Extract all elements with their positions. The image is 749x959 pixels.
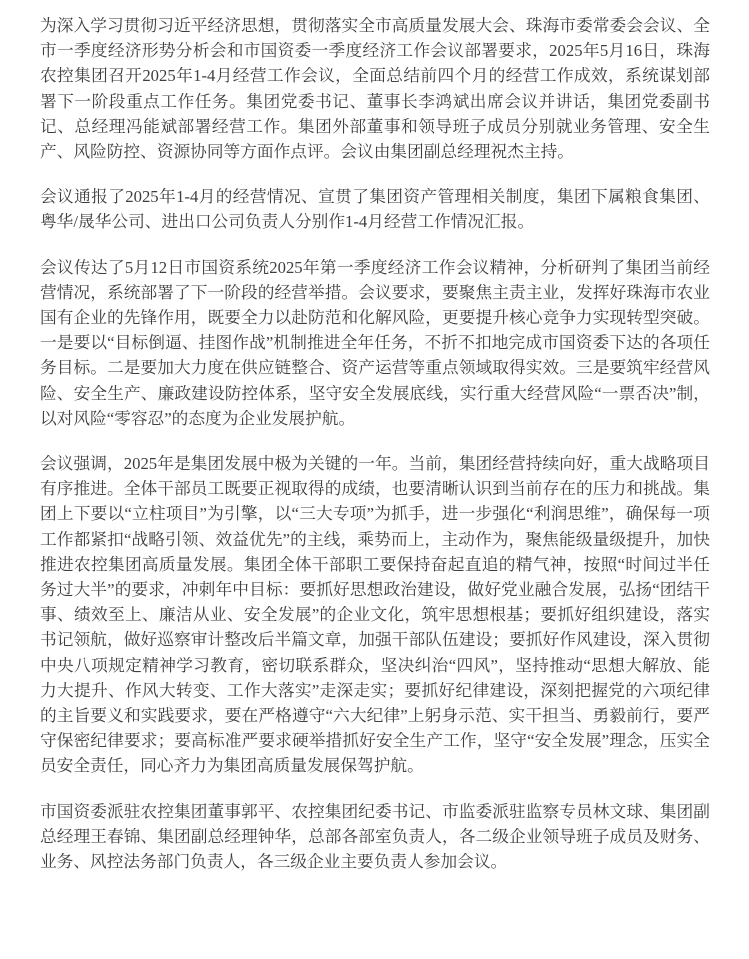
paragraph-attendees: 市国资委派驻农控集团董事郭平、农控集团纪委书记、市监委派驻监察专员林文球、集团副总经理王春锦、集团副总经理钟华，总部各部室负责人，各二级企业领导班子成员及财务、业务、风控法务部门负责人，各三级企业主要负责人参加会议。	[40, 801, 710, 872]
paragraph-opening: 为深入学习贯彻习近平经济思想，贯彻落实全市高质量发展大会、珠海市委常委会会议、全市一季度经济形势分析会和市国资委一季度经济工作会议部署要求，2025年5月16日，珠海农控集团召开2025年1-4月经营工作会议，全面总结前四个月的经营工作成效，系统谋划部署下一阶段重点工作任务。集团党委书记、董事长李鸿斌出席会议并讲话，集团党委副书记、总经理冯能斌部署经营工作。集团外部董事和领导班子成员分别就业务管理、安全生产、风险防控、资源协同等方面作点评。会议由集团副总经理祝杰主持。	[40, 16, 710, 162]
paragraph-meeting-requirements: 会议传达了5月12日市国资系统2025年第一季度经济工作会议精神，分析研判了集团当前经营情况，系统部署了下一阶段的经营举措。会议要求，要聚焦主责主业，发挥好珠海市农业国有企业的先锋作用，既要全力以赴防范和化解风险，更要提升核心竞争力实现转型突破。一是要以“目标倒逼、挂图作战”机制推进全年任务，不折不扣地完成市国资委下达的各项任务目标。二是要加大力度在供应链整合、资产运营等重点领域取得实效。三是要筑牢经营风险、安全生产、廉政建设防控体系，坚守安全发展底线，实行重大经营风险“一票否决”制，以对风险“零容忍”的态度为企业发展护航。	[40, 257, 710, 428]
paragraph-meeting-emphasis: 会议强调，2025年是集团发展中极为关键的一年。当前，集团经营持续向好，重大战略项目有序推进。全体干部员工既要正视取得的成绩，也要清晰认识到当前存在的压力和挑战。集团上下要以“立柱项目”为引擎，以“三大专项”为抓手，进一步强化“利润思维”，确保每一项工作都紧扣“战略引领、效益优先”的主线，乘势而上，主动作为，聚焦能级量级提升，加快推进农控集团高质量发展。集团全体干部职工要保持奋起直追的精气神，按照“时间过半任务过大半”的要求，冲刺年中目标：要抓好思想政治建设，做好党业融合发展，弘扬“团结干事、绩效至上、廉洁从业、安全发展”的企业文化，筑牢思想根基；要抓好组织建设，落实书记领航，做好巡察审计整改后半篇文章，加强干部队伍建设；要抓好作风建设，深入贯彻中央八项规定精神学习教育，密切联系群众，坚决纠治“四风”，坚持推动“思想大解放、能力大提升、作风大转变、工作大落实”走深走实；要抓好纪律建设，深刻把握党的六项纪律的主旨要义和实践要求，要在严格遵守“六大纪律”上躬身示范、实干担当、勇毅前行，要严守保密纪律要求；要高标准严要求硬举措抓好安全生产工作，坚守“安全发展”理念，压实全员安全责任，同心齐力为集团高质量发展保驾护航。	[40, 454, 710, 776]
paragraph-briefing: 会议通报了2025年1-4月的经营情况、宣贯了集团资产管理相关制度，集团下属粮食集团、粤华/晟华公司、进出口公司负责人分别作1-4月经营工作情况汇报。	[40, 187, 710, 232]
